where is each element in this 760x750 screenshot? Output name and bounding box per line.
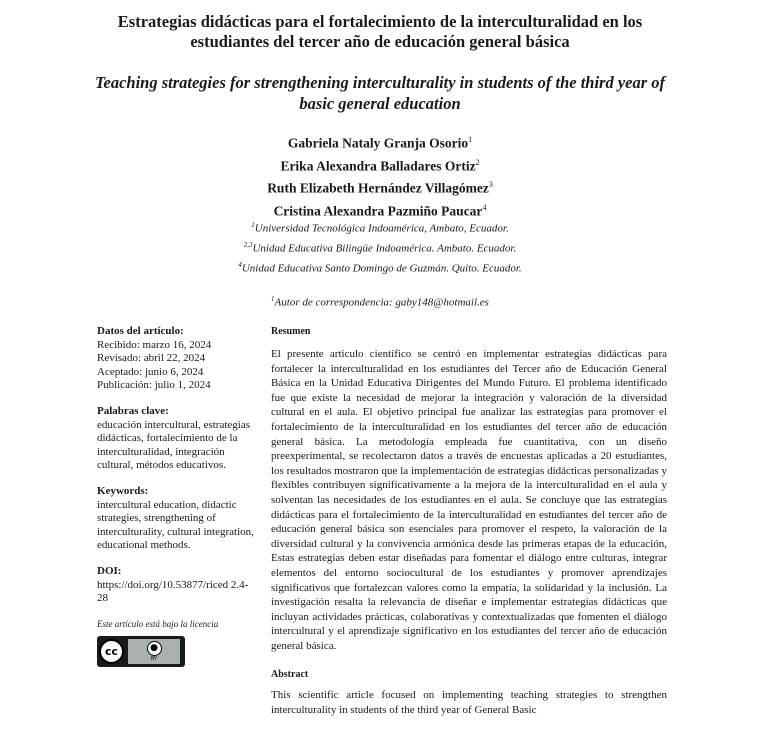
author: Erika Alexandra Balladares Ortiz$^2$ [280, 157, 480, 173]
palabras-clave-text: educación intercultural, estrategias didácticas, fortalecimiento de la interculturalidad, integración cultural, métodos educativos. [97, 418, 251, 472]
affiliation: $^4$Unidad Educativa Santo Domingo de Guzmán. Quito. Ecuador. [238, 261, 522, 275]
main-column [271, 325, 667, 718]
revised-date: Revisado: abril 22, 2024 [97, 352, 206, 365]
abstract-heading: Abstract [271, 669, 309, 681]
doi-block [97, 565, 257, 606]
keywords-block [97, 485, 257, 553]
accepted-date: Aceptado: junio 6, 2024 [97, 365, 204, 378]
affiliation: $^{2,3}$Unidad Educativa Bilingüe Indoamérica. Ambato. Ecuador. [243, 241, 517, 255]
correspondence-note: $^1$Autor de correspondencia: gaby148@hotmail.es [271, 295, 489, 309]
palabras-clave-heading: Palabras clave: [97, 404, 169, 417]
published-date: Publicación: julio 1, 2024 [97, 379, 211, 392]
title-english: Teaching strategies for strengthening interculturality in students of the third year of basic general education [94, 73, 666, 113]
resumen-text: El presente articulo científico se centró en implementar estrategias didácticas para fortalecer la interculturalidad en los estudiantes del Tercer año de Educación General Básica en la Unidad Educativa Dirigentes del Mundo Futuro. El problema identificado fue que existe la necesidad de mejorar la integración y valoración de la diversidad cultural en el aula. El objetivo principal fue analizar las estrategias para promover el fortalecimiento de la interculturalidad en los estudiantes del tercer año de educación general básica. La metodología empleada fue cuantitativa, con un diseño preexperimental, se recolectaron datos a través de encuestas aplicadas a 20 estudiantes, los resultados mostraron que la implementación de estrategias didácticas personalizadas y flexibles contribuyen significativamente a la mejora de la interculturalidad en el aula y solventan las necesidades de los estudiantes en el aula. Se concluye que las estrategias didácticas para el fortalecimiento de la interculturalidad en estudiantes del tercer año de educación general básica son esenciales para promover el respeto, la valoración de la diversidad cultural y la convivencia armónica desde las primeras etapas de la educación, Estas estrategias deben estar diseñadas para fomentar el diálogo entre culturas, integrar elementos del entorno sociocultural de los estudiantes y promover aprendizajes significativos que fortalezcan valores como la empatía, la solidaridad y la inclusión. La investigación resalta la relevancia de diseñar e implementar estrategias didácticas que incluyan actividades prácticas, colaborativas y contextualizadas que fomenten el diálogo intercultural y el aprendizaje significativo en los estudiantes del tercer año de educación general básica. [271, 348, 667, 652]
article-dates [97, 325, 257, 393]
author-list [180, 130, 580, 220]
person-icon: ● [147, 641, 162, 656]
cc-icon: cc [99, 639, 124, 664]
resumen-heading: Resumen [271, 326, 311, 337]
affiliation-list [180, 217, 580, 277]
keywords-heading: Keywords: [97, 484, 149, 497]
received-date: Recibido: marzo 16, 2024 [97, 338, 212, 351]
title-spanish: Estrategias didácticas para el fortalecimiento de la interculturalidad en los estudiantes del tercer año de educación general básica [117, 12, 643, 51]
author: Ruth Elizabeth Hernández Villagómez$^3$ [267, 180, 493, 196]
article-sidebar [97, 325, 257, 667]
author: Cristina Alexandra Pazmiño Paucar$^4$ [273, 202, 487, 218]
license-text: Este artículo está bajo la licencia [97, 618, 219, 629]
doi-heading: DOI: [97, 564, 122, 577]
doi-link[interactable]: https://doi.org/10.53877/riced 2.4-28 [97, 578, 249, 605]
cc-by-license-badge[interactable] [97, 636, 185, 667]
author: Gabriela Nataly Granja Osorio$^1$ [287, 135, 473, 151]
by-panel [128, 639, 180, 664]
palabras-clave-block [97, 405, 257, 473]
abstract-text: This scientific article focused on implementing teaching strategies to strengthen interculturality in students of the third year of General Basic [271, 689, 667, 717]
article-data-heading: Datos del artículo: [97, 325, 184, 337]
keywords-text: intercultural education, didactic strategies, strengthening of interculturality, cultural integration, educational methods. [97, 498, 254, 552]
by-label: BY [150, 656, 158, 663]
affiliation: $^1$Universidad Tecnológica Indoamérica, Ambato, Ecuador. [251, 221, 509, 235]
